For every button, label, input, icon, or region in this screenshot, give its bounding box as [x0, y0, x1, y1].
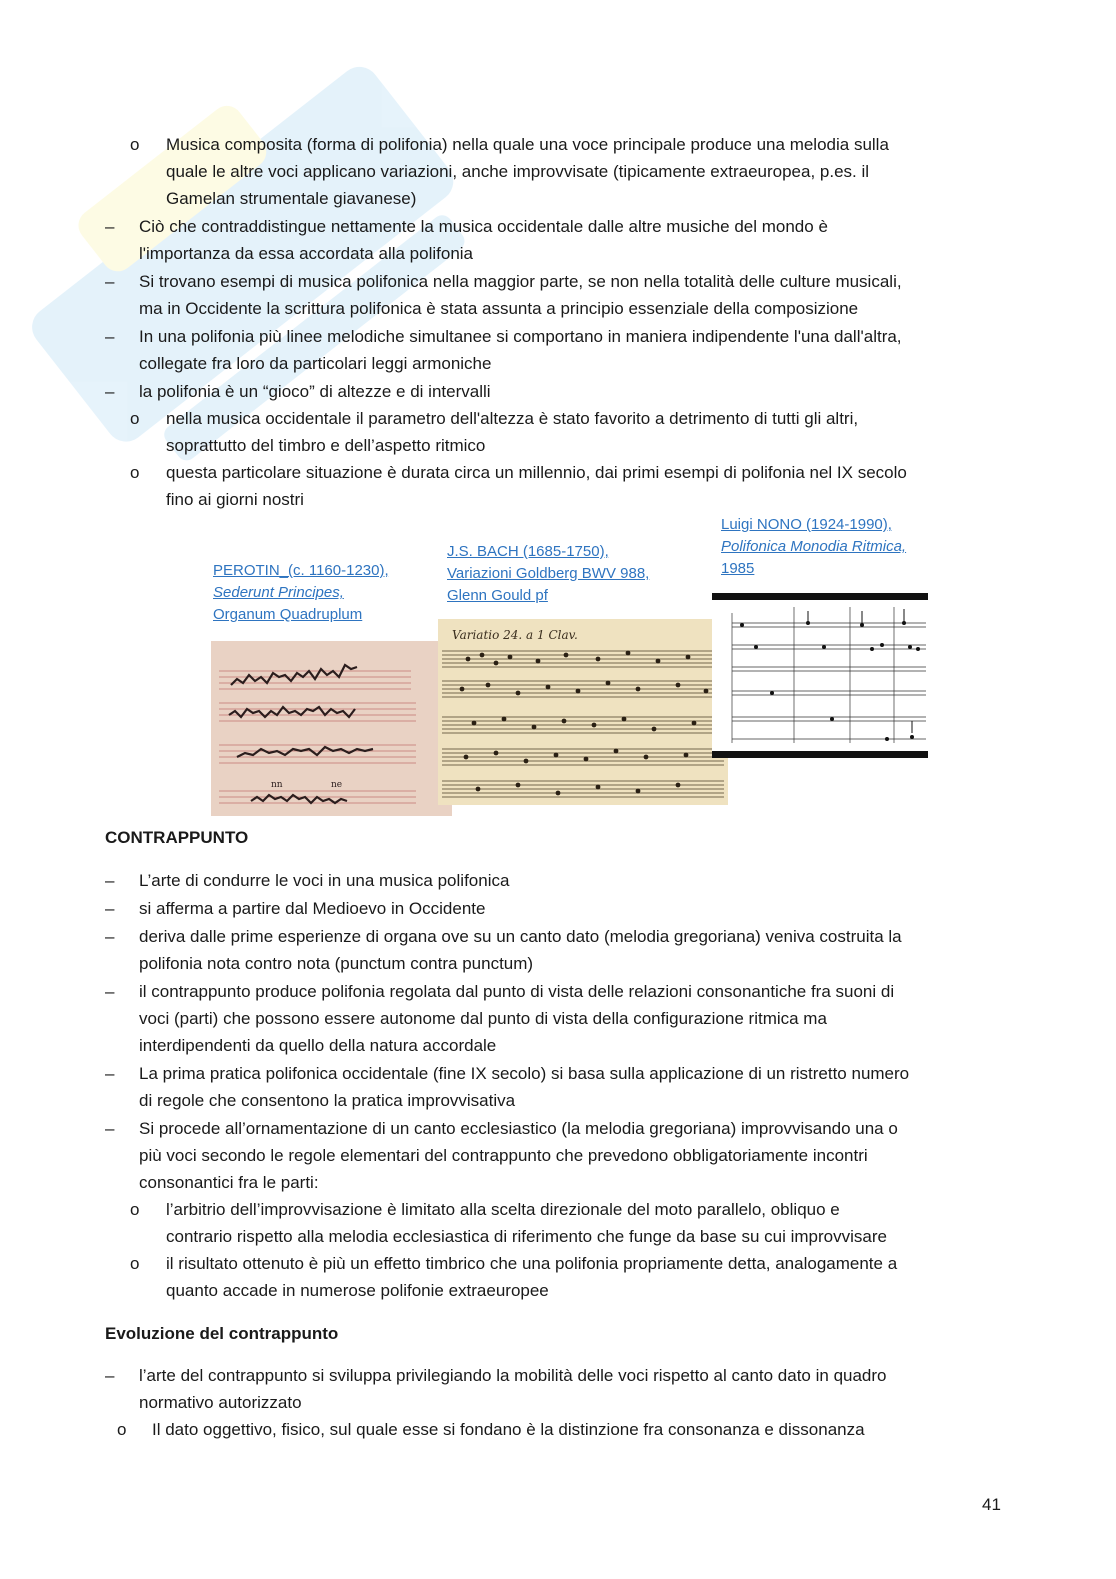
list-item: fino ai giorni nostri [166, 490, 304, 509]
list-item: si afferma a partire dal Medioevo in Occidente [139, 899, 486, 918]
caption-perotin-link[interactable]: Organum Quadruplum [213, 606, 363, 623]
list-item: Gamelan strumentale giavanese) [166, 189, 417, 208]
list-marker: – [105, 982, 115, 1001]
list-item: La prima pratica polifonica occidentale (fine IX secolo) si basa sulla applicazione di un ristretto numero [139, 1064, 910, 1083]
list-marker: – [105, 927, 115, 946]
list-marker: – [105, 871, 115, 890]
caption-perotin-link[interactable]: Sederunt Principes, [213, 584, 344, 601]
list-item: polifonia nota contro nota (punctum contra punctum) [139, 954, 534, 973]
list-marker: – [105, 327, 115, 346]
list-item: voci (parti) che possono essere autonome dal punto di vista della configurazione ritmica ma [139, 1009, 827, 1028]
list-marker: o [130, 463, 140, 482]
caption-bach-link[interactable]: J.S. BACH (1685-1750), [447, 543, 609, 560]
list-item: deriva dalle prime esperienze di organa ove su un canto dato (melodia gregoriana) veniva costruita la [139, 927, 902, 946]
list-marker: o [130, 1254, 140, 1273]
list-item: Musica composita (forma di polifonia) nella quale una voce principale produce una melodia sulla [166, 135, 889, 154]
list-item: nella musica occidentale il parametro dell'altezza è stato favorito a detrimento di tutti gli altri, [166, 409, 859, 428]
list-item: soprattutto del timbro e dell’aspetto ritmico [166, 436, 486, 455]
list-item: l’arbitrio dell’improvvisazione è limitato alla scelta direzionale del moto parallelo, obliquo e [166, 1200, 840, 1219]
svg-text:ne: ne [331, 780, 343, 790]
list-item: la polifonia è un “gioco” di altezze e di intervalli [139, 382, 491, 401]
list-marker: – [105, 1119, 115, 1138]
list-item: Ciò che contraddistingue nettamente la musica occidentale dalle altre musiche del mondo è [139, 217, 828, 236]
list-item: In una polifonia più linee melodiche simultanee si comportano in maniera indipendente l'una dall'altra, [139, 327, 902, 346]
caption-bach-link[interactable]: Glenn Gould pf [447, 587, 548, 604]
list-item: l’arte del contrappunto si sviluppa privilegiando la mobilità delle voci rispetto al canto dato in quadro [139, 1366, 887, 1385]
list-marker: – [105, 1064, 115, 1083]
bach-score-heading: Variatio 24. a 1 Clav. [452, 628, 578, 642]
nono-score-image [712, 593, 928, 758]
list-marker: o [130, 135, 140, 154]
list-item: collegate fra loro da particolari leggi armoniche [139, 354, 492, 373]
list-item: ma in Occidente la scrittura polifonica è stata assunta a principio essenziale della composizione [139, 299, 859, 318]
section-heading-evoluzione: Evoluzione del contrappunto [105, 1324, 339, 1343]
list-item: Si procede all’ornamentazione di un canto ecclesiastico (la melodia gregoriana) improvvisando una o [139, 1119, 898, 1138]
list-item: più voci secondo le regole elementari del contrappunto che prevedono obbligatoriamente incontri [139, 1146, 868, 1165]
list-marker: – [105, 217, 115, 236]
caption-nono-link[interactable]: Polifonica Monodia Ritmica, [721, 538, 907, 555]
list-item: interdipendenti da quello della natura accordale [139, 1036, 497, 1055]
caption-perotin-link[interactable]: PEROTIN_(c. 1160-1230), [213, 562, 389, 579]
caption-bach-link[interactable]: Variazioni Goldberg BWV 988, [447, 565, 650, 582]
list-item: di regole che consentono la pratica improvvisativa [139, 1091, 516, 1110]
list-item: quale le altre voci applicano variazioni, anche improvvisate (tipicamente extraeuropea, p.es. il [166, 162, 870, 181]
list-item: consonantici fra le parti: [139, 1173, 319, 1192]
list-item: Si trovano esempi di musica polifonica nella maggior parte, se non nella totalità delle culture musicali, [139, 272, 902, 291]
section-heading-contrappunto: CONTRAPPUNTO [105, 828, 249, 847]
list-marker: – [105, 1366, 115, 1385]
list-marker: – [105, 899, 115, 918]
page-number: 41 [982, 1495, 1001, 1514]
list-marker: o [117, 1420, 127, 1439]
caption-nono-link[interactable]: 1985 [721, 560, 755, 577]
list-item: quanto accade in numerose polifonie extraeuropee [166, 1281, 549, 1300]
list-item: il risultato ottenuto è più un effetto timbrico che una polifonia propriamente detta, analogamente a [166, 1254, 898, 1273]
list-marker: – [105, 382, 115, 401]
list-marker: o [130, 409, 140, 428]
list-marker: – [105, 272, 115, 291]
perotin-manuscript-image [211, 641, 452, 816]
list-item: L’arte di condurre le voci in una musica polifonica [139, 871, 510, 890]
list-item: normativo autorizzato [139, 1393, 302, 1412]
list-item: Il dato oggettivo, fisico, sul quale esse si fondano è la distinzione fra consonanza e dissonanza [152, 1420, 865, 1439]
list-marker: o [130, 1200, 140, 1219]
svg-text:nn: nn [271, 780, 283, 790]
caption-nono-link[interactable]: Luigi NONO (1924-1990), [721, 516, 892, 533]
list-item: contrario rispetto alla melodia ecclesiastica di riferimento che funge da base su cui improvvisare [166, 1227, 887, 1246]
list-item: il contrappunto produce polifonia regolata dal punto di vista delle relazioni consonantiche fra suoni di [139, 982, 895, 1001]
list-item: questa particolare situazione è durata circa un millennio, dai primi esempi di polifonia nel IX secolo [166, 463, 907, 482]
list-item: l'importanza da essa accordata alla polifonia [139, 244, 473, 263]
bach-score-image [438, 619, 728, 805]
